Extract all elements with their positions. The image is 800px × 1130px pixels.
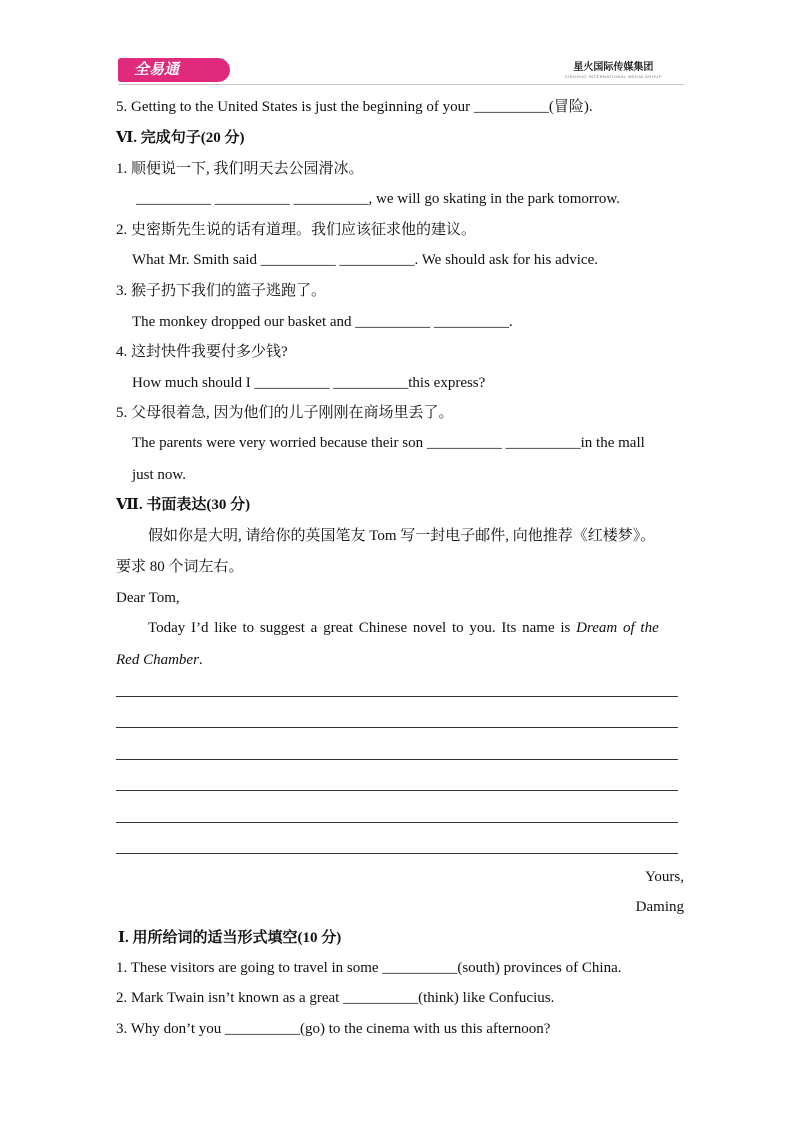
writing-prompt-line-2: 要求 80 个词左右。 — [116, 559, 244, 575]
writing-prompt-line-1: 假如你是大明, 请给你的英国笔友 Tom 写一封电子邮件, 向他推荐《红楼梦》。 — [148, 528, 656, 544]
writing-line — [116, 696, 678, 697]
fill-blank-2: 2. Mark Twain isn’t known as a great __________(think) like Confucius. — [116, 990, 555, 1006]
section-6-heading: Ⅵ. 完成句子(20 分) — [116, 130, 245, 146]
sentence-3-chinese: 3. 猴子扔下我们的篮子逃跑了。 — [116, 283, 327, 299]
novel-title-part-1: Dream of the — [576, 620, 659, 636]
brand-logo: 全易通 — [118, 58, 230, 82]
writing-line — [116, 790, 678, 791]
novel-title-part-2: Red Chamber — [116, 652, 199, 668]
sentence-2-chinese: 2. 史密斯先生说的话有道理。我们应该征求他的建议。 — [116, 222, 477, 238]
letter-closing: Yours, — [645, 869, 684, 885]
publisher-name-en: XINGHUO INTERNATIONAL MEDIA GROUP — [564, 74, 662, 79]
letter-body-line-2 — [116, 650, 203, 670]
page-header — [118, 56, 684, 84]
letter-body-text: Today I’d like to suggest a great Chinese novel to you. Its name is — [148, 620, 577, 636]
sentence-5-chinese: 5. 父母很着急, 因为他们的儿子刚刚在商场里丢了。 — [116, 405, 454, 421]
fill-blank-3: 3. Why don’t you __________(go) to the cinema with us this afternoon? — [116, 1021, 551, 1037]
sentence-4-english: How much should I __________ __________this express? — [132, 375, 486, 391]
writing-line — [116, 727, 678, 728]
sentence-5-english-cont: just now. — [132, 467, 187, 483]
publisher-mark — [565, 62, 662, 80]
sentence-1-chinese: 1. 顺便说一下, 我们明天去公园滑冰。 — [116, 161, 364, 177]
sentence-5-english: The parents were very worried because their son __________ __________in the mall — [132, 435, 645, 451]
letter-body-line-1 — [148, 618, 659, 638]
writing-line — [116, 822, 678, 823]
writing-line — [116, 759, 678, 760]
section-7-heading: Ⅶ. 书面表达(30 分) — [116, 497, 251, 513]
sentence-4-chinese: 4. 这封快件我要付多少钱? — [116, 344, 288, 360]
letter-salutation: Dear Tom, — [116, 590, 180, 606]
letter-body-period: . — [198, 652, 203, 668]
sentence-3-english: The monkey dropped our basket and __________ __________. — [132, 314, 513, 330]
writing-line — [116, 853, 678, 854]
section-1-heading: Ⅰ. 用所给词的适当形式填空(10 分) — [118, 930, 342, 946]
sentence-2-english: What Mr. Smith said __________ __________. We should ask for his advice. — [132, 252, 598, 268]
letter-signature: Daming — [635, 899, 684, 915]
header-divider — [118, 84, 684, 85]
publisher-name: 星火国际传媒集团 — [573, 62, 654, 73]
question-5-text: 5. Getting to the United States is just the beginning of your __________(冒险). — [116, 99, 593, 115]
sentence-1-english: __________ __________ __________, we will go skating in the park tomorrow. — [136, 191, 620, 207]
fill-blank-1: 1. These visitors are going to travel in some __________(south) provinces of China. — [116, 960, 622, 976]
